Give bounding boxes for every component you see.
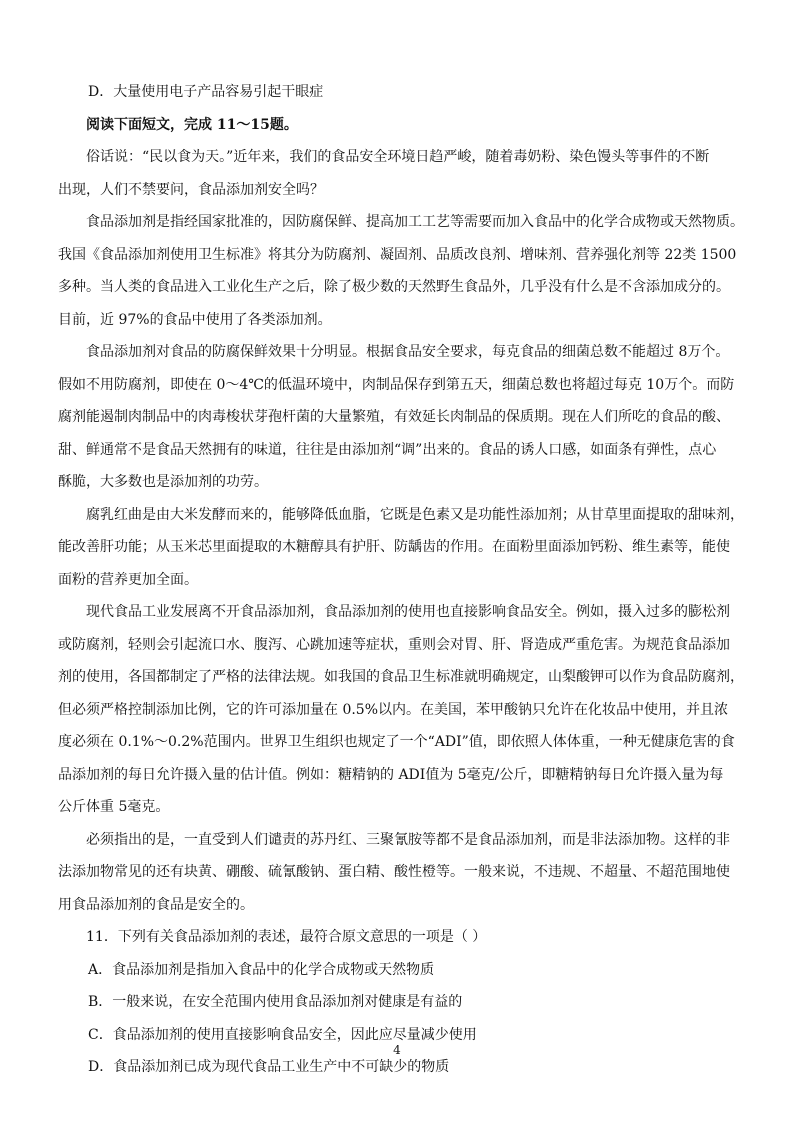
paragraph-line: 食品添加剂是指经国家批准的，因防腐保鲜、提高加工工艺等需要而加入食品中的化学合成物或天然物质。: [86, 214, 744, 230]
answer-option: D．食品添加剂已成为现代食品工业生产中不可缺少的物质: [88, 1059, 450, 1075]
paragraph-line: 度必须在 0.1%～0.2%范围内。世界卫生组织也规定了一个“ADI”值，即依照人体体重，一种无健康危害的食: [58, 734, 735, 750]
paragraph-line: 俗话说：“民以食为天。”近年来，我们的食品安全环境日趋严峻，随着毒奶粉、染色馒头等事件的不断: [86, 149, 710, 165]
answer-option: C．食品添加剂的使用直接影响食品安全，因此应尽量减少使用: [88, 1026, 477, 1043]
paragraph-line: 但必须严格控制添加比例，它的许可添加量在 0.5%以内。在美国，苯甲酸钠只允许在化妆品中使用，并且浓: [58, 701, 729, 718]
paragraph-line: 出现，人们不禁要问，食品添加剂安全吗？: [58, 181, 324, 198]
answer-option: A．食品添加剂是指加入食品中的化学合成物或天然物质: [88, 961, 435, 978]
paragraph-line: 剂的使用，各国都制定了严格的法律法规。如我国的食品卫生标准就明确规定，山梨酸钾可以作为食品防腐剂，: [58, 669, 744, 685]
paragraph: [58, 499, 744, 597]
paragraph-line: 酥脆，大多数也是添加剂的功劳。: [58, 474, 268, 490]
paragraph-line: 现代食品工业发展离不开食品添加剂，食品添加剂的使用也直接影响食品安全。例如，摄入过多的膨松剂: [86, 604, 730, 620]
question-options: [58, 954, 744, 1084]
paragraph: [58, 824, 744, 922]
document-page: [58, 76, 744, 1084]
paragraph-line: 假如不用防腐剂，即使在 0～4℃的低温环境中，肉制品保存到第五天，细菌总数也将超过每克 10万个。而防: [58, 376, 735, 393]
paragraph-line: 品添加剂的每日允许摄入量的估计值。例如：糖精钠的 ADI值为 5毫克/公斤，即糖精钠每日允许摄入量为每: [58, 766, 724, 783]
paragraph: [58, 336, 744, 499]
paragraph-line: 目前，近 97%的食品中使用了各类添加剂。: [58, 311, 332, 328]
paragraph-line: 公斤体重 5毫克。: [58, 799, 170, 815]
paragraph-line: 面粉的营养更加全面。: [58, 571, 198, 588]
paragraph-line: 法添加物常见的还有块黄、硼酸、硫氰酸钠、蛋白精、酸性橙等。一般来说，不违规、不超量、不超范围地使: [58, 864, 730, 880]
paragraph: [58, 206, 744, 336]
passage: [58, 141, 744, 921]
reading-instruction: 阅读下面短文，完成 11～15题。: [86, 116, 298, 133]
paragraph-line: 能改善肝功能；从玉米芯里面提取的木糖醇具有护肝、防龋齿的作用。在面粉里面添加钙粉、维生素等，能使: [58, 539, 730, 555]
paragraph: [58, 596, 744, 824]
paragraph-line: 或防腐剂，轻则会引起流口水、腹泻、心跳加速等症状，重则会对胃、肝、肾造成严重危害。为规范食品添加: [58, 636, 730, 653]
paragraph-line: 甜、鲜通常不是食品天然拥有的味道，往往是由添加剂“调”出来的。食品的诱人口感，如面条有弹性，点心: [58, 441, 717, 458]
answer-option: B．一般来说，在安全范围内使用食品添加剂对健康是有益的: [88, 994, 463, 1010]
page-number: 4: [393, 1043, 401, 1057]
paragraph-line: 多种。当人类的食品进入工业化生产之后，除了极少数的天然野生食品外，几乎没有什么是不含添加成分的。: [58, 279, 730, 295]
paragraph: [58, 141, 744, 206]
paragraph-line: 用食品添加剂的食品是安全的。: [58, 896, 254, 913]
question-stem: 11．下列有关食品添加剂的表述，最符合原文意思的一项是（ ）: [86, 929, 487, 945]
paragraph-line: 我国《食品添加剂使用卫生标准》将其分为防腐剂、凝固剂、品质改良剂、增味剂、营养强化剂等 22类 1500: [58, 246, 737, 263]
paragraph-line: 必须指出的是，一直受到人们谴责的苏丹红、三聚氰胺等都不是食品添加剂，而是非法添加物。这样的非: [86, 831, 730, 848]
prev-question-option-d: D．大量使用电子产品容易引起干眼症: [88, 84, 324, 100]
paragraph-line: 食品添加剂对食品的防腐保鲜效果十分明显。根据食品安全要求，每克食品的细菌总数不能超过 8万个。: [86, 344, 730, 360]
paragraph-line: 腐乳红曲是由大米发酵而来的，能够降低血脂，它既是色素又是功能性添加剂；从甘草里面提取的甜味剂，: [86, 506, 744, 523]
paragraph-line: 腐剂能遏制肉制品中的肉毒梭状芽孢杆菌的大量繁殖，有效延长肉制品的保质期。现在人们所吃的食品的酸、: [58, 409, 730, 425]
